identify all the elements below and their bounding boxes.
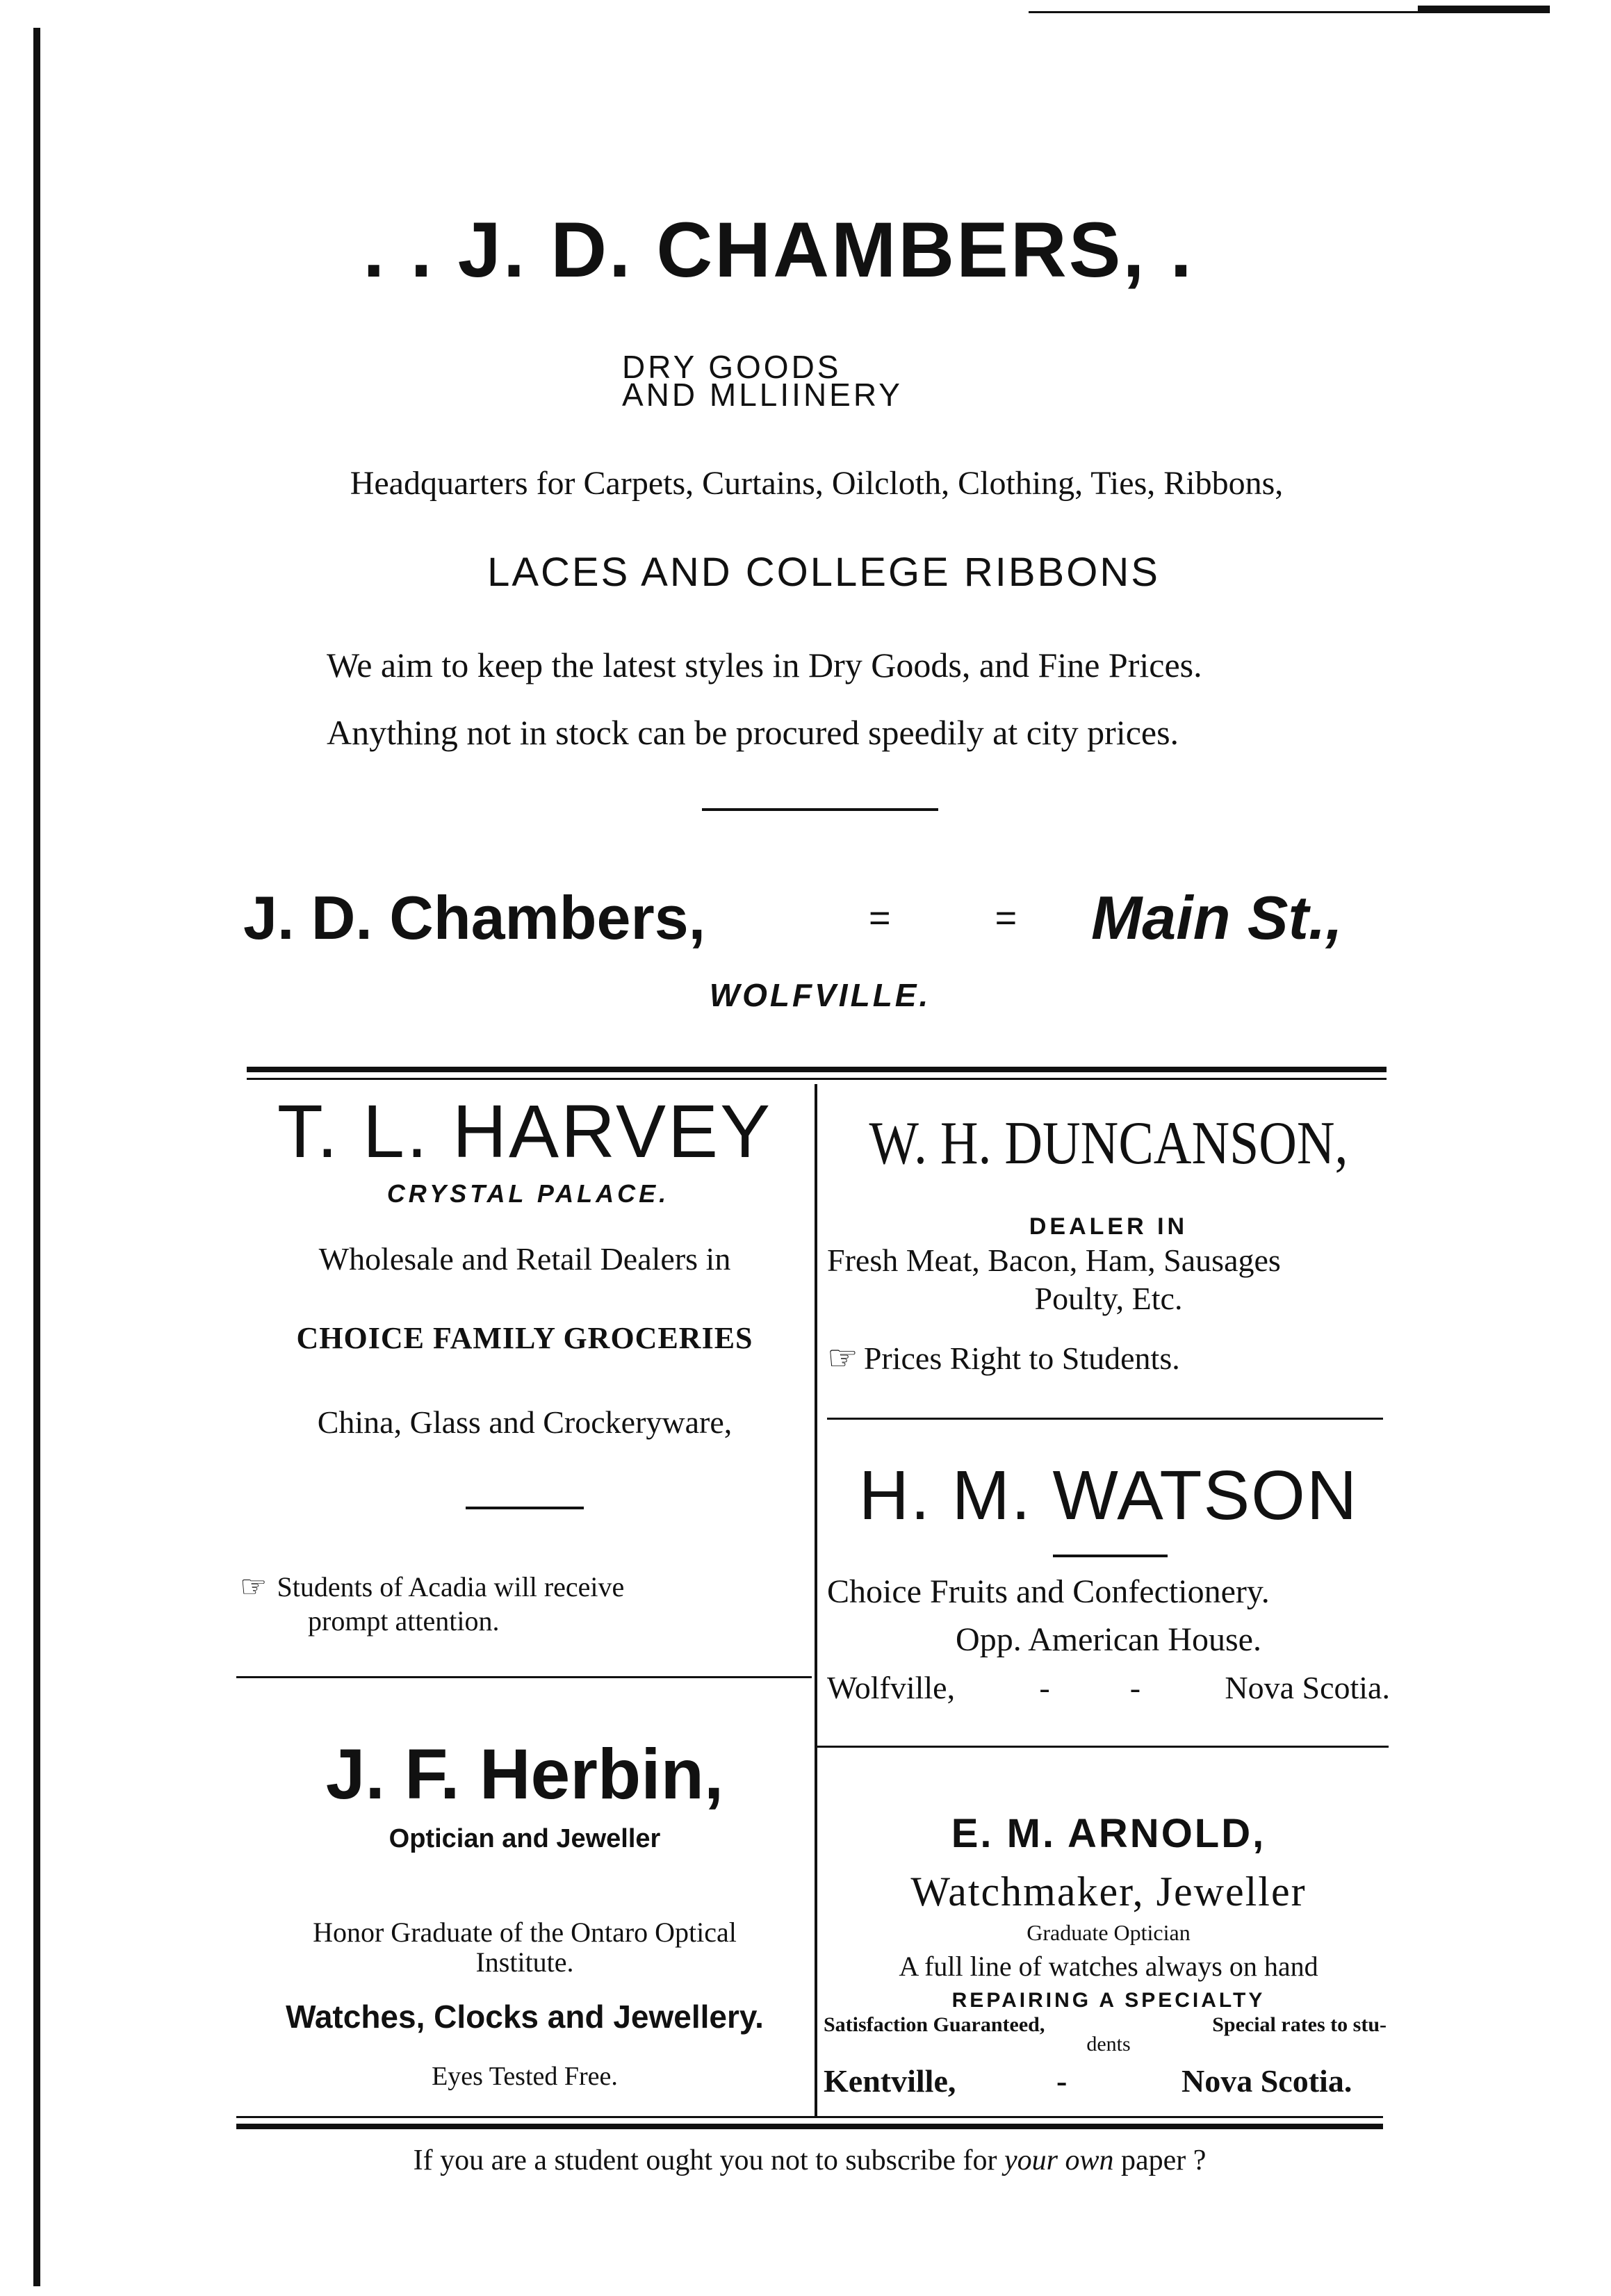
chambers-laces: LACES AND COLLEGE RIBBONS (487, 550, 1160, 595)
chambers-town: WOLFVILLE. (709, 977, 931, 1013)
chambers-subtitle-line2: AND MLLIINERY (622, 377, 903, 413)
herbin-grad-line1: Honor Graduate of the Ontaro Optical (313, 1917, 737, 1948)
harvey-note-line1: Students of Acadia will receive (277, 1571, 625, 1602)
herbin-title: Optician and Jeweller (389, 1824, 661, 1853)
arnold-full-line: A full line of watches always on hand (899, 1951, 1318, 1982)
harvey-line2: CHOICE FAMILY GROCERIES (296, 1321, 753, 1355)
grid-top-rule-thick (247, 1067, 1387, 1072)
chambers-stock-line: Anything not in stock can be procured speedily at city prices. (327, 713, 1179, 752)
herbin-grad-line2: Institute. (475, 1946, 574, 1978)
duncanson-line1: Fresh Meat, Bacon, Ham, Sausages (827, 1243, 1281, 1278)
harvey-note (240, 1569, 810, 1637)
grid-bottom-rule-thick (236, 2124, 1383, 2129)
watson-name: H. M. WATSON (858, 1457, 1359, 1534)
top-edge-mark (1418, 6, 1550, 13)
duncanson-name: W. H. DUNCANSON, (869, 1110, 1348, 1177)
footer-question-italic: your own (1004, 2145, 1114, 2176)
watson-underline (1053, 1555, 1168, 1557)
footer-question-end: paper ? (1120, 2145, 1207, 2176)
arnold-dash: - (1056, 2063, 1068, 2099)
arnold-province: Nova Scotia. (1181, 2063, 1352, 2099)
watson-bottom-rule (817, 1746, 1389, 1748)
harvey-subtitle: CRYSTAL PALACE. (386, 1179, 670, 1208)
chambers-street: Main St., (1091, 883, 1343, 952)
left-margin-bar (33, 28, 40, 2286)
watson-dash: - - (1039, 1670, 1141, 1705)
duncanson-dealer: DEALER IN (1029, 1213, 1188, 1240)
duncanson-prices (827, 1338, 1180, 1378)
duncanson-prices-text: Prices Right to Students. (863, 1340, 1180, 1376)
pointing-hand-icon: ☞ (827, 1338, 858, 1377)
pointing-hand-icon: ☞ (240, 1570, 268, 1604)
grid-top-rule-thin (247, 1078, 1387, 1080)
arnold-title: Watchmaker, Jeweller (910, 1869, 1307, 1914)
chambers-separator: = = (869, 897, 1017, 939)
chambers-title: . . J. D. CHAMBERS, . (363, 206, 1194, 293)
harvey-note-line2: prompt attention. (308, 1605, 500, 1637)
footer-question-start: If you are a student ought you not to subscribe for (413, 2145, 997, 2176)
chambers-divider (702, 808, 938, 811)
chambers-subtitle-line1: DRY GOODS (622, 349, 842, 385)
arnold-repairing: REPAIRING A SPECIALTY (951, 1989, 1266, 2012)
harvey-line1: Wholesale and Retail Dealers in (318, 1241, 731, 1277)
watson-address (827, 1669, 1390, 1706)
watson-line1: Choice Fruits and Confectionery. (827, 1573, 1270, 1610)
arnold-satisfaction: Satisfaction Guaranteed, (824, 2013, 1045, 2036)
herbin-eyes: Eyes Tested Free. (432, 2062, 618, 2091)
harvey-name: T. L. HARVEY (277, 1089, 773, 1173)
arnold-special: Special rates to stu- (1212, 2013, 1387, 2036)
chambers-headquarters: Headquarters for Carpets, Curtains, Oilcloth, Clothing, Ties, Ribbons, (350, 465, 1284, 502)
duncanson-line2: Poulty, Etc. (1034, 1281, 1183, 1316)
watson-province: Nova Scotia. (1225, 1670, 1390, 1705)
arnold-town: Kentville, (824, 2063, 956, 2099)
grid-bottom-rule-thin (236, 2116, 1383, 2118)
footer-question (236, 2144, 1383, 2177)
herbin-watches: Watches, Clocks and Jewellery. (286, 1999, 764, 2035)
chambers-styles-line: We aim to keep the latest styles in Dry Goods, and Fine Prices. (327, 646, 1202, 684)
watson-town: Wolfville, (827, 1670, 956, 1705)
harvey-bottom-rule (236, 1676, 812, 1678)
watson-line2: Opp. American House. (956, 1621, 1261, 1658)
duncanson-bottom-rule (827, 1418, 1383, 1420)
chambers-name: J. D. Chambers, (243, 883, 706, 952)
arnold-graduate: Graduate Optician (1027, 1920, 1191, 1945)
harvey-short-divider (466, 1507, 584, 1509)
arnold-name: E. M. ARNOLD, (951, 1811, 1266, 1856)
arnold-dents: dents (1086, 2033, 1131, 2056)
harvey-line3: China, Glass and Crockeryware, (317, 1404, 733, 1440)
herbin-name: J. F. Herbin, (325, 1735, 724, 1814)
grid-column-divider (815, 1084, 817, 2118)
